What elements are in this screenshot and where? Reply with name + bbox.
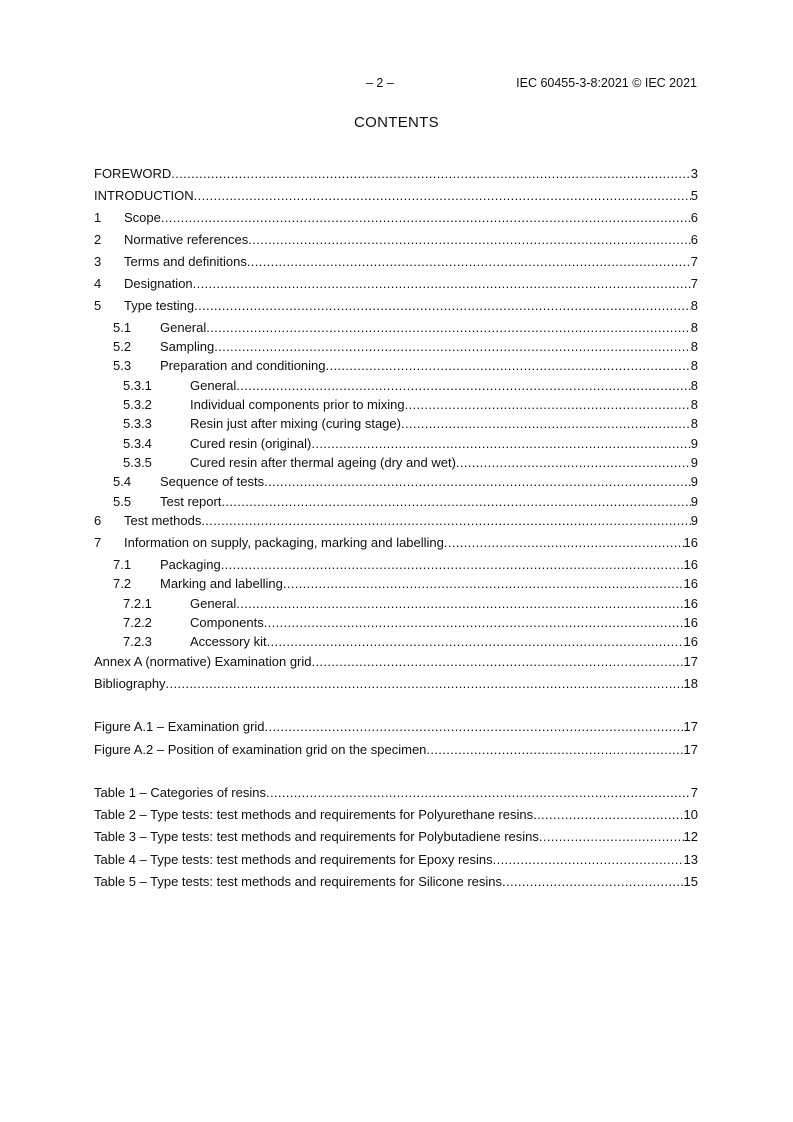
entry-title: Table 4 – Type tests: test methods and requirements for Epoxy resins — [94, 852, 493, 867]
entry-title: General — [190, 596, 237, 611]
entry-number: 3 — [94, 254, 102, 269]
dot-leader — [405, 397, 691, 413]
entry-page-number: 16 — [683, 596, 698, 611]
entry-page-number: 7 — [690, 785, 698, 800]
toc-entry[interactable] — [94, 436, 698, 452]
entry-page-number: 9 — [690, 513, 698, 528]
entry-page-number: 16 — [683, 634, 698, 649]
entry-title: Test report — [160, 494, 222, 509]
entry-page-number: 5 — [690, 188, 698, 203]
page-number: – 2 – — [366, 76, 394, 90]
entry-number: 5.3.5 — [123, 455, 152, 470]
entry-title: Normative references — [124, 232, 249, 247]
dot-leader — [265, 719, 684, 735]
toc-entry[interactable] — [94, 358, 698, 374]
entry-number: 7.2 — [113, 576, 132, 591]
entry-page-number: 17 — [683, 654, 698, 669]
toc-entry[interactable] — [94, 339, 698, 355]
dot-leader — [326, 358, 691, 374]
dot-leader — [236, 378, 691, 394]
entry-page-number: 7 — [690, 276, 698, 291]
entry-page-number: 3 — [690, 166, 698, 181]
toc-entry[interactable] — [94, 596, 698, 612]
dot-leader — [214, 339, 691, 355]
toc-entry[interactable] — [94, 397, 698, 413]
entry-title: Annex A (normative) Examination grid — [94, 654, 312, 669]
entry-title: Individual components prior to mixing — [190, 397, 405, 412]
entry-number: 5.4 — [113, 474, 132, 489]
document-identifier: IEC 60455-3-8:2021 © IEC 2021 — [516, 76, 697, 90]
entry-page-number: 16 — [683, 557, 698, 572]
entry-title: Marking and labelling — [160, 576, 283, 591]
entry-title: Bibliography — [94, 676, 166, 691]
toc-entry[interactable] — [94, 654, 698, 670]
entry-title: Accessory kit — [190, 634, 267, 649]
toc-entry[interactable] — [94, 676, 698, 692]
entry-number: 1 — [94, 210, 102, 225]
entry-number: 5.2 — [113, 339, 132, 354]
entry-number: 5.5 — [113, 494, 132, 509]
entry-page-number: 6 — [690, 210, 698, 225]
entry-title: Components — [190, 615, 264, 630]
entry-number: 5.3.2 — [123, 397, 152, 412]
entry-page-number: 6 — [690, 232, 698, 247]
toc-entry[interactable] — [94, 455, 698, 471]
entry-title: Figure A.1 – Examination grid — [94, 719, 265, 734]
dot-leader — [283, 576, 684, 592]
dot-leader — [493, 852, 684, 868]
toc-entry[interactable] — [94, 188, 698, 204]
dot-leader — [444, 535, 684, 551]
entry-number: 5.3.1 — [123, 378, 152, 393]
entry-number: 6 — [94, 513, 102, 528]
dot-leader — [267, 634, 684, 650]
entry-number: 5.3.4 — [123, 436, 152, 451]
entry-title: Scope — [124, 210, 161, 225]
dot-leader — [201, 513, 690, 529]
entry-page-number: 16 — [683, 535, 698, 550]
entry-number: 4 — [94, 276, 102, 291]
dot-leader — [311, 436, 690, 452]
entry-title: FOREWORD — [94, 166, 172, 181]
dot-leader — [426, 742, 683, 758]
toc-entry[interactable] — [94, 513, 698, 529]
dot-leader — [502, 874, 684, 890]
entry-title: Table 1 – Categories of resins — [94, 785, 266, 800]
dot-leader — [264, 474, 691, 490]
toc-entry[interactable] — [94, 634, 698, 650]
dot-leader — [539, 829, 684, 845]
entry-page-number: 12 — [683, 829, 698, 844]
dot-leader — [193, 276, 691, 292]
entry-page-number: 17 — [683, 719, 698, 734]
entry-number: 5.1 — [113, 320, 132, 335]
dot-leader — [171, 166, 690, 182]
entry-page-number: 8 — [690, 378, 698, 393]
entry-number: 7.2.3 — [123, 634, 152, 649]
figure-entry[interactable] — [94, 742, 698, 758]
entry-number: 5.3 — [113, 358, 132, 373]
table-entry[interactable] — [94, 785, 698, 801]
table-entry[interactable] — [94, 874, 698, 890]
entry-page-number: 9 — [690, 494, 698, 509]
dot-leader — [248, 232, 690, 248]
toc-entry[interactable] — [94, 320, 698, 336]
entry-title: Information on supply, packaging, marking and labelling — [124, 535, 444, 550]
entry-page-number: 13 — [683, 852, 698, 867]
entry-title: Terms and definitions — [124, 254, 247, 269]
dot-leader — [221, 494, 690, 510]
entry-title: Table 5 – Type tests: test methods and requirements for Silicone resins — [94, 874, 503, 889]
entry-page-number: 16 — [683, 615, 698, 630]
entry-title: Resin just after mixing (curing stage) — [190, 416, 401, 431]
table-entry[interactable] — [94, 807, 698, 823]
entry-title: Figure A.2 – Position of examination grid on the specimen — [94, 742, 427, 757]
dot-leader — [194, 188, 691, 204]
entry-title: Packaging — [160, 557, 221, 572]
entry-title: Designation — [124, 276, 193, 291]
dot-leader — [456, 455, 691, 471]
toc-entry[interactable] — [94, 474, 698, 490]
toc-entry[interactable] — [94, 378, 698, 394]
toc-entry[interactable] — [94, 576, 698, 592]
toc-entry[interactable] — [94, 535, 698, 551]
dot-leader — [247, 254, 691, 270]
toc-entry[interactable] — [94, 254, 698, 270]
entry-title: Preparation and conditioning — [160, 358, 326, 373]
entry-title: Type testing — [124, 298, 195, 313]
entry-page-number: 9 — [690, 436, 698, 451]
figure-entry[interactable] — [94, 719, 698, 735]
entry-page-number: 9 — [690, 455, 698, 470]
entry-page-number: 9 — [690, 474, 698, 489]
dot-leader — [266, 785, 691, 801]
entry-title: Cured resin (original) — [190, 436, 312, 451]
dot-leader — [194, 298, 691, 314]
entry-page-number: 8 — [690, 298, 698, 313]
toc-entry[interactable] — [94, 232, 698, 248]
toc-entry[interactable] — [94, 298, 698, 314]
entry-number: 5.3.3 — [123, 416, 152, 431]
dot-leader — [206, 320, 691, 336]
toc-entry[interactable] — [94, 557, 698, 573]
entry-page-number: 10 — [683, 807, 698, 822]
toc-entry[interactable] — [94, 615, 698, 631]
entry-title: Cured resin after thermal ageing (dry and wet) — [190, 455, 456, 470]
toc-entry[interactable] — [94, 210, 698, 226]
table-entry[interactable] — [94, 829, 698, 845]
entry-page-number: 16 — [683, 576, 698, 591]
toc-entry[interactable] — [94, 166, 698, 182]
entry-number: 7.2.1 — [123, 596, 152, 611]
entry-page-number: 8 — [690, 416, 698, 431]
entry-title: INTRODUCTION — [94, 188, 194, 203]
entry-number: 5 — [94, 298, 102, 313]
dot-leader — [401, 416, 691, 432]
entry-number: 7.2.2 — [123, 615, 152, 630]
entry-page-number: 7 — [690, 254, 698, 269]
dot-leader — [533, 807, 683, 823]
dot-leader — [236, 596, 683, 612]
table-entry[interactable] — [94, 852, 698, 868]
entry-number: 7 — [94, 535, 102, 550]
dot-leader — [312, 654, 684, 670]
entry-title: General — [190, 378, 237, 393]
entry-page-number: 8 — [690, 339, 698, 354]
entry-page-number: 18 — [683, 676, 698, 691]
page-header — [0, 76, 793, 92]
entry-title: Table 2 – Type tests: test methods and requirements for Polyurethane resins — [94, 807, 534, 822]
dot-leader — [221, 557, 684, 573]
entry-number: 7.1 — [113, 557, 132, 572]
toc-entry[interactable] — [94, 416, 698, 432]
entry-title: Sequence of tests — [160, 474, 265, 489]
entry-page-number: 15 — [683, 874, 698, 889]
dot-leader — [166, 676, 684, 692]
entry-title: Table 3 – Type tests: test methods and requirements for Polybutadiene resins — [94, 829, 539, 844]
page-title: CONTENTS — [354, 114, 439, 131]
entry-number: 2 — [94, 232, 102, 247]
entry-page-number: 8 — [690, 397, 698, 412]
entry-page-number: 17 — [683, 742, 698, 757]
entry-title: Test methods — [124, 513, 202, 528]
entry-title: General — [160, 320, 207, 335]
entry-page-number: 8 — [690, 320, 698, 335]
toc-entry[interactable] — [94, 494, 698, 510]
entry-title: Sampling — [160, 339, 215, 354]
toc-entry[interactable] — [94, 276, 698, 292]
dot-leader — [264, 615, 684, 631]
entry-page-number: 8 — [690, 358, 698, 373]
dot-leader — [161, 210, 691, 226]
